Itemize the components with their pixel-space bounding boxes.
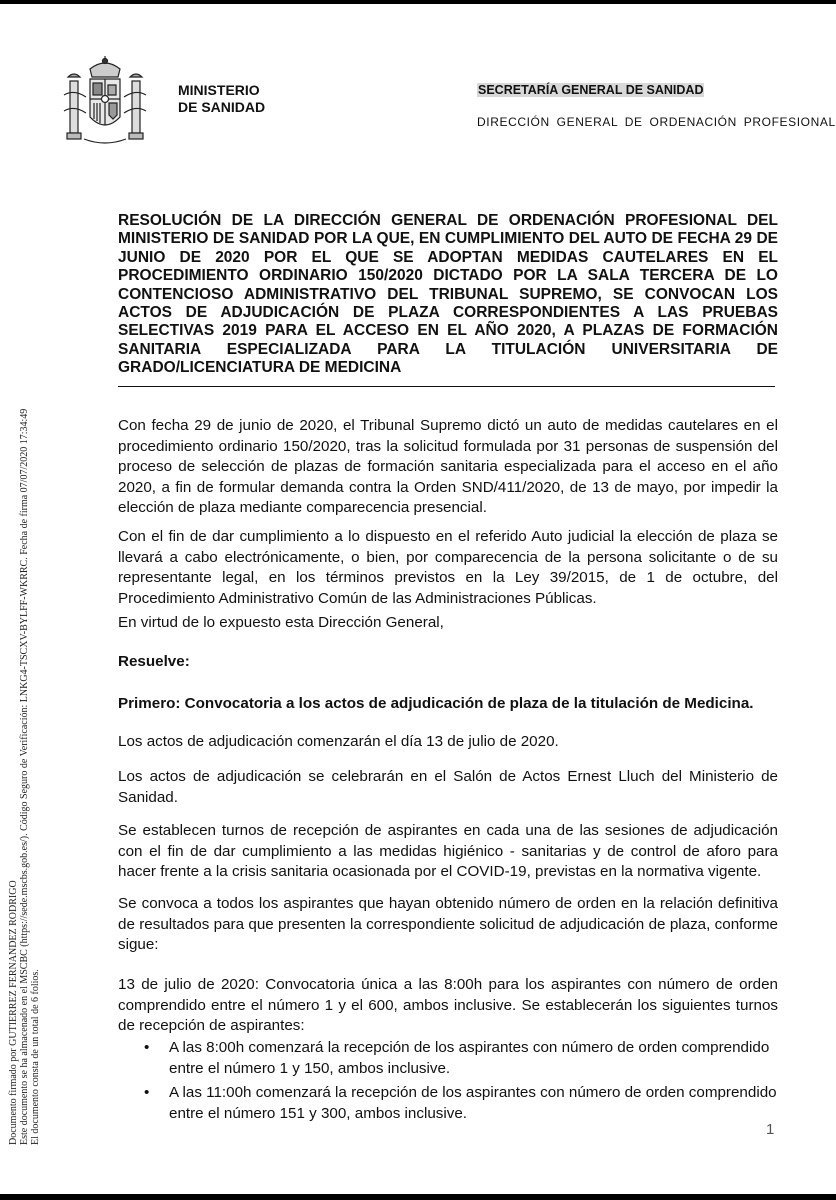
paragraph-3: En virtud de lo expuesto esta Dirección General, [118,614,444,631]
signature-side-note [8,409,41,1145]
list-item [118,1083,778,1124]
page-number: 1 [766,1121,775,1138]
resolution-title: RESOLUCIÓN DE LA DIRECCIÓN GENERAL DE ORDENACIÓN PROFESIONAL DEL MINISTERIO DE SANIDAD POR LA QUE, EN CUMPLIMIENTO DEL AUTO DE FECHA 29 DE JUNIO DE 2020 POR EL QUE SE ADOPTAN MEDIDAS CAUTELARES EN EL PROCEDIMIENTO ORDINARIO 150/2020 DICTADO POR LA SALA TERCERA DE LO CONTENCIOSO ADMINISTRATIVO DEL TRIBUNAL SUPREMO, SE CONVOCAN LOS ACTOS DE ADJUDICACIÓN DE PLAZA CORRESPONDIENTES A LAS PRUEBAS SELECTIVAS 2019 PARA EL ACCESO EN EL AÑO 2020, A PLAZAS DE FORMACIÓN SANITARIA ESPECIALIZADA PARA LA TITULACIÓN UNIVERSITARIA DE GRADO/LICENCIATURA DE MEDICINA [118,212,778,377]
list-item-text: A las 11:00h comenzará la recepción de los aspirantes con número de orden comprendido entre el número 151 y 300, ambos inclusive. [169,1084,777,1122]
paragraph-5: Los actos de adjudicación se celebrarán en el Salón de Actos Ernest Lluch del Ministerio de Sanidad. [118,768,778,806]
resuelve-heading: Resuelve: [118,653,190,670]
title-underline [118,386,775,387]
paragraph-2: Con el fin de dar cumplimiento a lo dispuesto en el referido Auto judicial la elección de plaza se llevará a cabo electrónicamente, o bien, por comparecencia de la persona solicitante o de su representante legal, en los términos previstos en la Ley 39/2015, de 1 de octubre, del Procedimiento Administrativo Común de las Administraciones Públicas. [118,528,778,607]
bullet-icon: • [144,1039,150,1056]
side-note-line-3: El documento consta de un total de 6 folios. [30,969,41,1145]
paragraph-4: Los actos de adjudicación comenzarán el día 13 de julio de 2020. [118,733,559,750]
paragraph-8: 13 de julio de 2020: Convocatoria única a las 8:00h para los aspirantes con número de orden comprendido entre el número 1 y el 600, ambos inclusive. Se establecerán los siguientes turnos de recepción de aspirantes: [118,976,778,1034]
direccion-general: DIRECCIÓN GENERAL DE ORDENACIÓN PROFESIONAL [477,115,836,129]
list-item [118,1038,778,1079]
bottom-border [0,1194,836,1200]
paragraph-6: Se establecen turnos de recepción de aspirantes en cada una de las sesiones de adjudicación con el fin de dar cumplimiento a las medidas higiénico - sanitarias y de control de aforo para hacer frente a la crisis sanitaria ocasionada por el COVID-19, previstas en la normativa vigente. [118,822,778,880]
reception-turns-list [118,1038,778,1128]
paragraph-1: Con fecha 29 de junio de 2020, el Tribunal Supremo dictó un auto de medidas cautelares en el procedimiento ordinario 150/2020, tras la solicitud formulada por 31 personas de suspensión del proceso de selección de plazas de formación sanitaria especializada para el acceso en el año 2020, a fin de formular demanda contra la Orden SND/411/2020, de 13 de mayo, por impedir la elección de plaza mediante comparecencia presencial. [118,417,778,516]
coat-of-arms-icon [60,55,150,155]
bullet-icon: • [144,1084,150,1101]
list-item-text: A las 8:00h comenzará la recepción de los aspirantes con número de orden comprendido entre el número 1 y 150, ambos inclusive. [169,1039,770,1077]
secretaria-general: SECRETARÍA GENERAL DE SANIDAD [478,83,704,97]
side-note-line-2: Este documento se ha almacenado en el MSCBC (https://sede.mscbs.gob.es/). Código Seguro de Verificación: LNKG4-TSCXV-BYLFF-WKRRC. Fecha de firma 07/07/2020 17:34:49 [19,408,30,1145]
top-border [0,0,836,4]
ministry-name [178,82,265,116]
ministry-line-1: MINISTERIO [178,82,260,98]
paragraph-7: Se convoca a todos los aspirantes que hayan obtenido número de orden en la relación definitiva de resultados para que presenten la correspondiente solicitud de adjudicación de plaza, conforme sigue: [118,895,778,953]
side-note-line-1: Documento firmado por GUTIERREZ FERNANDEZ RODRIGO [8,880,19,1145]
primero-heading: Primero: Convocatoria a los actos de adjudicación de plaza de la titulación de Medicina. [118,695,754,712]
ministry-line-2: DE SANIDAD [178,99,266,115]
